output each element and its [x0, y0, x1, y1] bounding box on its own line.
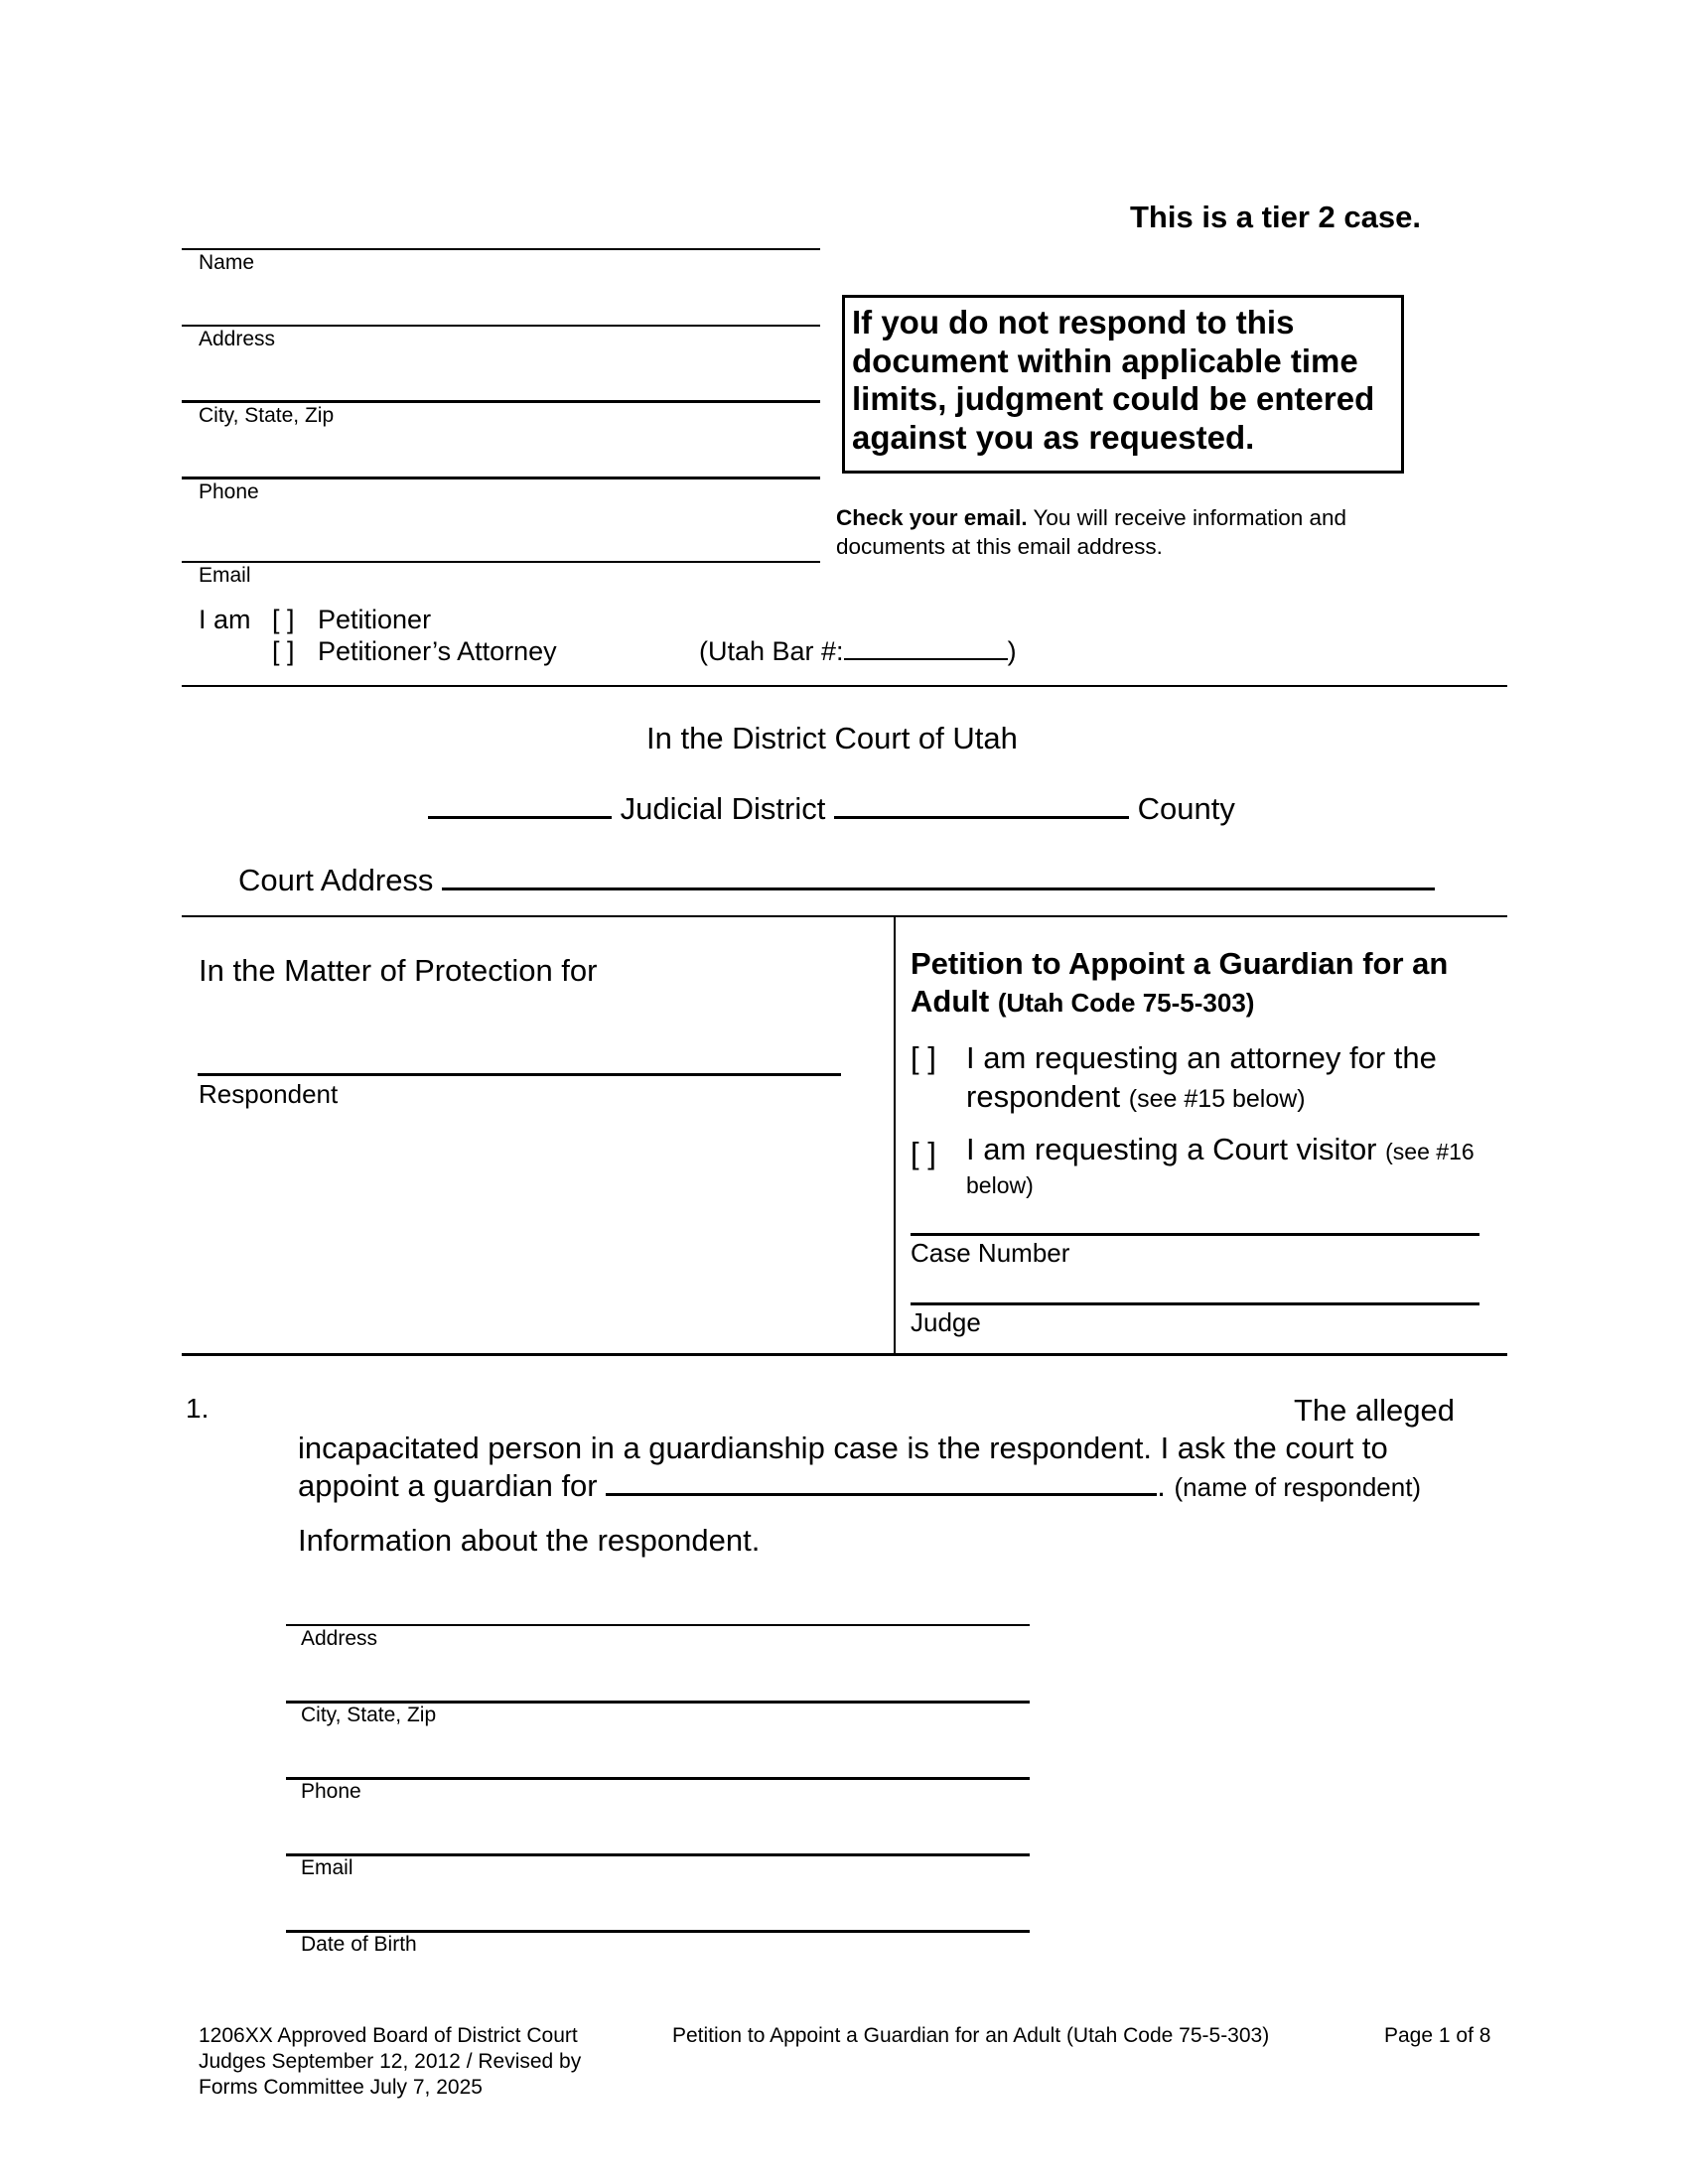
petitioner-label: Petitioner — [318, 605, 432, 634]
request-visitor-text — [966, 1134, 1492, 1201]
respondent-phone-label: Phone — [301, 1780, 361, 1803]
document-title-text: Petition to Appoint a Guardian for an Adult — [911, 946, 1449, 1019]
email-note-text: You will receive information and documents at this email address. — [836, 505, 1347, 559]
judge-field[interactable] — [911, 1302, 1479, 1305]
phone-field-line[interactable] — [182, 477, 820, 479]
footer-line-1: 1206XX Approved Board of District Court — [199, 2024, 578, 2047]
request-attorney-checkbox[interactable]: [ ] — [911, 1040, 936, 1075]
footer-line-2: Judges September 12, 2012 / Revised by — [199, 2050, 582, 2073]
judicial-district-line — [428, 791, 1235, 827]
role-prefix: I am — [199, 605, 251, 634]
section-1-line-3 — [298, 1468, 1421, 1504]
respondent-email-label: Email — [301, 1856, 353, 1879]
tier-notice: This is a tier 2 case. — [1130, 200, 1421, 234]
petitioners-attorney-label: Petitioner’s Attorney — [318, 636, 557, 666]
request-attorney-text — [966, 1038, 1502, 1119]
request-attorney-note: (see #15 below) — [1128, 1085, 1306, 1113]
email-field-line[interactable] — [182, 561, 820, 563]
utah-bar-suffix: ) — [1007, 636, 1017, 666]
respondent-email-field[interactable] — [286, 1853, 1030, 1856]
request-visitor-note: (see #16 below) — [966, 1139, 1475, 1198]
caption-divider — [894, 915, 896, 1354]
email-note — [836, 503, 1432, 561]
court-address-row — [238, 863, 1435, 898]
footer-line-3: Forms Committee July 7, 2025 — [199, 2076, 483, 2099]
header-divider — [182, 685, 1507, 687]
city-state-zip-field-line[interactable] — [182, 400, 820, 403]
case-number-label: Case Number — [911, 1238, 1070, 1268]
utah-bar-label — [699, 636, 1017, 667]
petitioner-checkbox[interactable]: [ ] — [272, 605, 295, 634]
phone-label: Phone — [199, 480, 259, 503]
request-visitor-checkbox[interactable]: [ ] — [911, 1136, 936, 1170]
respondent-name-field[interactable] — [198, 1073, 841, 1076]
caption-bottom-rule — [182, 1353, 1507, 1356]
name-field-line[interactable] — [182, 248, 820, 250]
respondent-dob-label: Date of Birth — [301, 1933, 417, 1956]
address-field-line[interactable] — [182, 325, 820, 327]
respondent-phone-field[interactable] — [286, 1777, 1030, 1780]
county-label: County — [1137, 791, 1235, 826]
appoint-guardian-period: . — [1157, 1468, 1166, 1503]
court-address-field[interactable] — [442, 864, 1435, 890]
utah-bar-number-field[interactable] — [844, 636, 1008, 660]
judge-label: Judge — [911, 1307, 981, 1337]
document-title — [911, 945, 1496, 1022]
footer-page-number: Page 1 of 8 — [1384, 2024, 1491, 2047]
default-judgment-notice-text: If you do not respond to this document within applicable time limits, judgment could be entered against you as requested. — [852, 304, 1375, 456]
footer-form-info — [199, 2023, 581, 2101]
name-of-respondent-note: (name of respondent) — [1174, 1472, 1422, 1502]
email-label: Email — [199, 564, 251, 587]
document-title-code: (Utah Code 75-5-303) — [997, 988, 1255, 1018]
address-label: Address — [199, 328, 276, 350]
judicial-district-field[interactable] — [428, 792, 612, 819]
case-number-field[interactable] — [911, 1233, 1479, 1236]
name-label: Name — [199, 251, 255, 274]
court-title: In the District Court of Utah — [646, 721, 1018, 755]
section-1-line-1: The alleged — [1294, 1393, 1456, 1428]
petitioners-attorney-checkbox[interactable]: [ ] — [272, 636, 295, 666]
footer-form-title: Petition to Appoint a Guardian for an Adult (Utah Code 75-5-303) — [672, 2024, 1270, 2047]
utah-bar-prefix: (Utah Bar #: — [699, 636, 844, 666]
matter-of-protection-title: In the Matter of Protection for — [199, 953, 598, 988]
section-1-number: 1. — [186, 1393, 210, 1424]
city-state-zip-label: City, State, Zip — [199, 404, 335, 427]
respondent-address-label: Address — [301, 1627, 378, 1650]
respondent-address-field[interactable] — [286, 1624, 1030, 1626]
judicial-district-label: Judicial District — [620, 791, 826, 826]
county-field[interactable] — [834, 792, 1129, 819]
respondent-info-heading: Information about the respondent. — [298, 1523, 761, 1558]
respondent-city-state-zip-label: City, State, Zip — [301, 1704, 437, 1726]
respondent-name-input[interactable] — [606, 1469, 1157, 1496]
caption-top-rule — [182, 915, 1507, 917]
appoint-guardian-prefix: appoint a guardian for — [298, 1468, 598, 1503]
email-note-bold: Check your email. — [836, 505, 1028, 530]
request-visitor-label: I am requesting a Court visitor — [966, 1132, 1377, 1166]
court-address-label: Court Address — [238, 863, 434, 897]
section-1-line-2: incapacitated person in a guardianship case is the respondent. I ask the court to — [298, 1431, 1388, 1465]
request-attorney-label: I am requesting an attorney for the respondent — [966, 1040, 1437, 1114]
respondent-label: Respondent — [199, 1079, 339, 1109]
